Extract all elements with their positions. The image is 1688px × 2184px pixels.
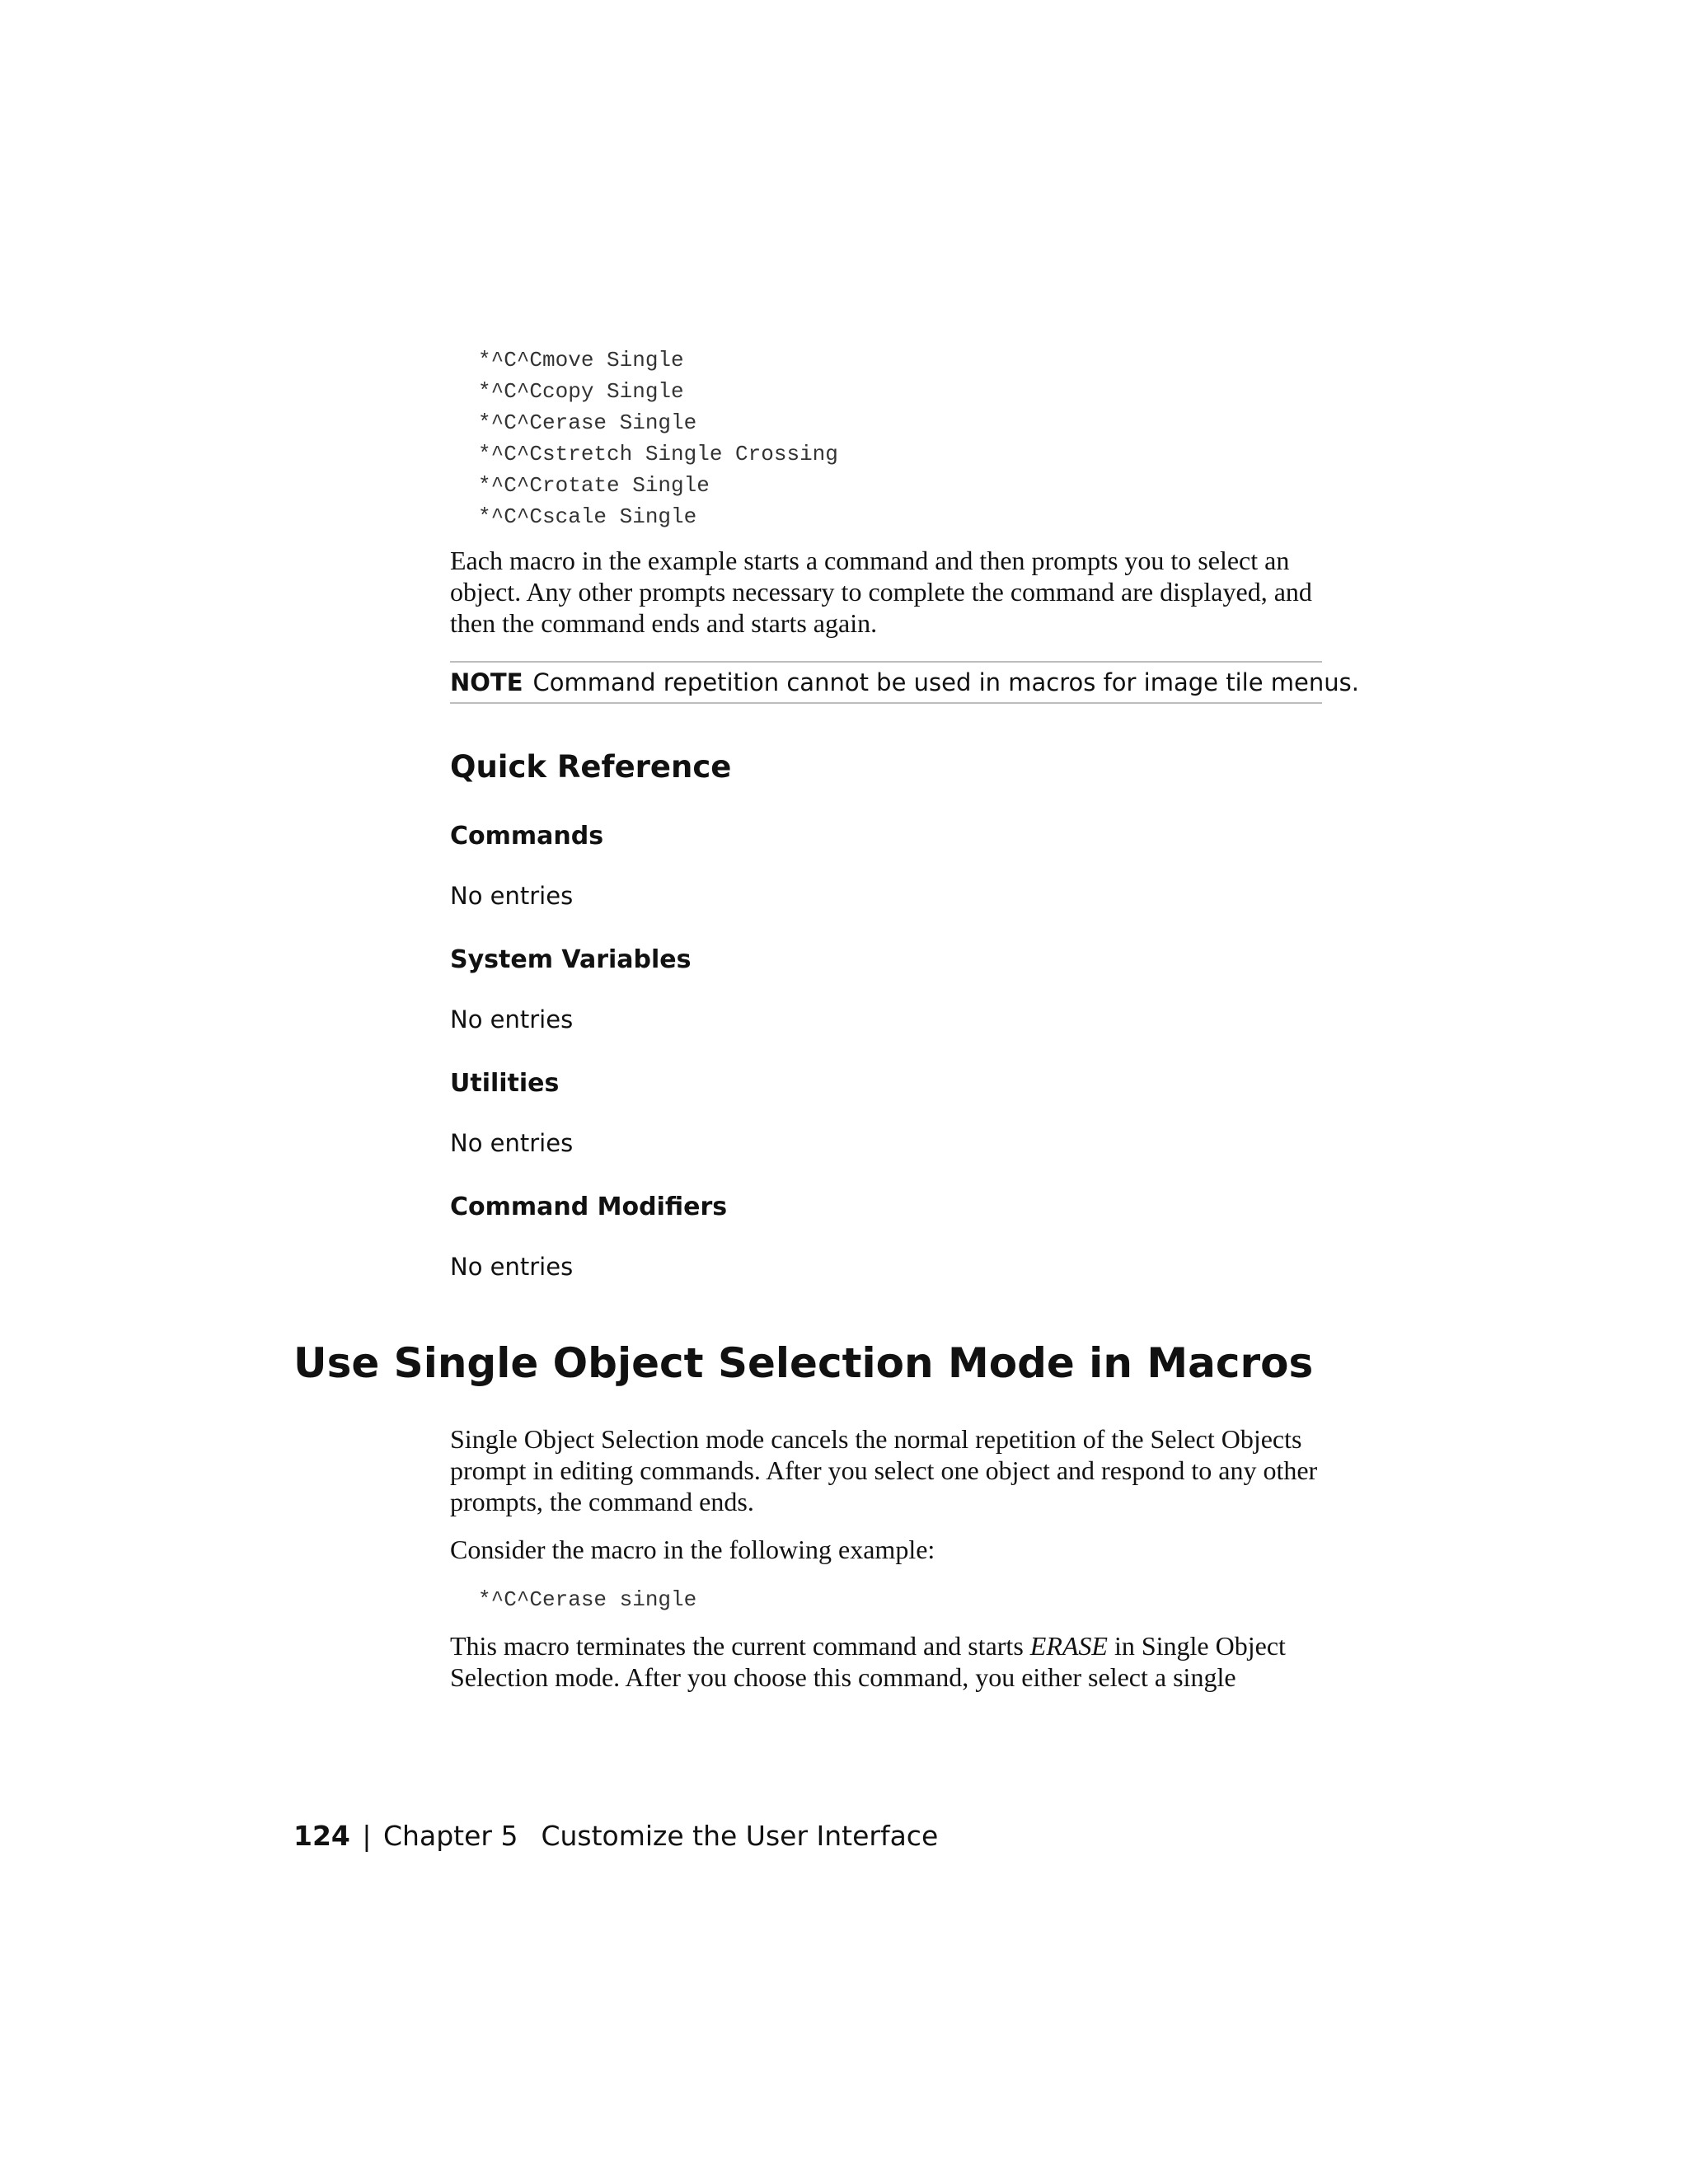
system-variables-heading: System Variables [450,945,692,974]
chapter-title: Customize the User Interface [541,1820,939,1852]
commands-heading: Commands [450,822,604,851]
code-line: *^C^Cerase Single [478,410,697,435]
quick-reference-heading: Quick Reference [450,749,732,785]
system-variables-entry: No entries [450,1005,574,1033]
paragraph-consider-example: Consider the macro in the following example: [450,1535,935,1564]
note-box [450,661,1359,704]
command-name: ERASE [1029,1631,1108,1661]
code-line: *^C^Cstretch Single Crossing [478,442,838,466]
note-label: NOTE [450,668,523,696]
chapter-label: Chapter 5 [383,1820,518,1852]
code-block-macros [478,344,1319,532]
commands-entry: No entries [450,882,574,910]
section-title: Use Single Object Selection Mode in Macros [293,1339,1314,1387]
paragraph-macro-explanation: Each macro in the example starts a command and then prompts you to select an object. Any other prompts necessary to complete the command are displayed, and then the command ends and starts again. [450,546,1312,638]
code-line: *^C^Cscale Single [478,504,697,529]
footer-separator: | [362,1820,372,1852]
utilities-entry: No entries [450,1129,574,1157]
utilities-heading: Utilities [450,1069,560,1098]
command-modifiers-entry: No entries [450,1253,574,1281]
code-block-erase [478,1584,696,1615]
paragraph-text-before: This macro terminates the current command and starts [450,1631,1030,1661]
code-line: *^C^Crotate Single [478,473,710,498]
paragraph-single-selection: Single Object Selection mode cancels the normal repetition of the Select Objects prompt in editing commands. After you select one object and respond to any other prompts, the command ends. [450,1424,1318,1516]
page-footer [293,1818,938,1854]
paragraph-erase-explanation [450,1630,1327,1693]
code-line: *^C^Cmove Single [478,348,684,373]
note-text: Command repetition cannot be used in macros for image tile menus. [532,668,1359,696]
page-number: 124 [293,1820,350,1852]
code-line: *^C^Cerase single [478,1587,697,1612]
paragraph-text-after: in Single Object Selection mode. After you choose this command, you either select a single [450,1631,1286,1692]
code-line: *^C^Ccopy Single [478,379,684,404]
command-modifiers-heading: Command Modifiers [450,1193,728,1221]
